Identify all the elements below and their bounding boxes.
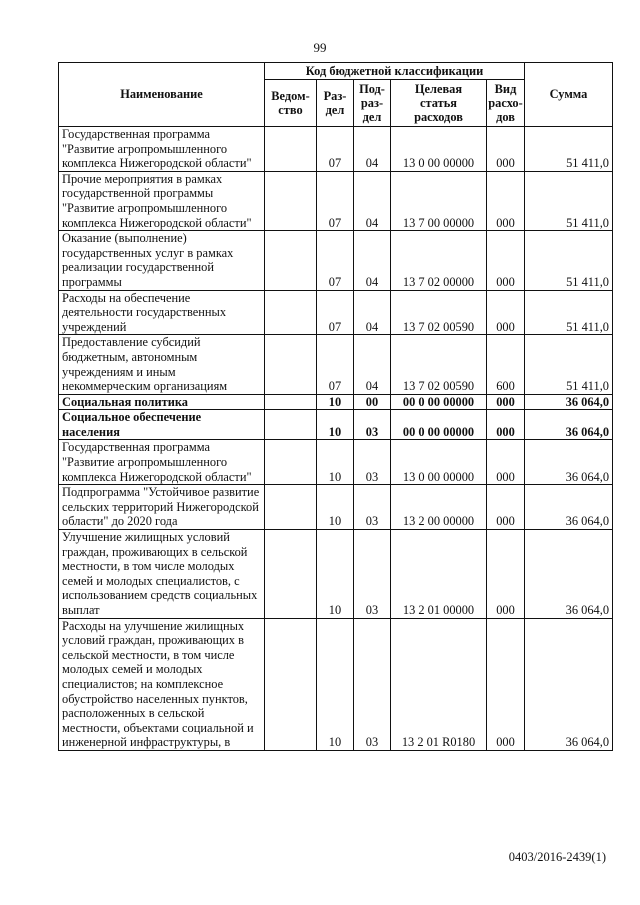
- table-header: [59, 63, 613, 127]
- table-row: [59, 394, 613, 410]
- table-row: [59, 171, 613, 230]
- header-expense-type: Вид расхо- дов: [487, 80, 525, 127]
- row-expense-type: 000: [487, 171, 525, 230]
- row-podrazdel: 03: [354, 530, 391, 619]
- row-razdel: 10: [317, 440, 354, 485]
- row-sum: 36 064,0: [525, 530, 613, 619]
- table-row: [59, 440, 613, 485]
- row-name: Социальная политика: [59, 394, 265, 410]
- row-name: Расходы на улучшение жилищных условий граждан, проживающих в сельской местности, в том числе молодых семей и молодых специалистов; на комплексное обустройство населенных пунктов, расположенных в сельской местности, объектами социальной и инженерной инфраструктуры, в: [59, 618, 265, 750]
- row-razdel: 10: [317, 394, 354, 410]
- row-sum: 51 411,0: [525, 335, 613, 394]
- row-expense-type: 000: [487, 485, 525, 530]
- row-podrazdel: 03: [354, 410, 391, 440]
- header-sum: Сумма: [525, 63, 613, 127]
- row-expense-type: 000: [487, 440, 525, 485]
- row-name: Государственная программа "Развитие агропромышленного комплекса Нижегородской области": [59, 440, 265, 485]
- row-vedomstvo: [265, 440, 317, 485]
- row-expense-type: 000: [487, 394, 525, 410]
- row-razdel: 10: [317, 530, 354, 619]
- row-podrazdel: 03: [354, 485, 391, 530]
- header-podrazdel: Под- раз- дел: [354, 80, 391, 127]
- row-target-article: 13 2 00 00000: [391, 485, 487, 530]
- table-row: [59, 410, 613, 440]
- row-razdel: 07: [317, 127, 354, 172]
- table-row: [59, 231, 613, 290]
- row-vedomstvo: [265, 127, 317, 172]
- row-podrazdel: 04: [354, 335, 391, 394]
- row-vedomstvo: [265, 410, 317, 440]
- row-target-article: 13 2 01 00000: [391, 530, 487, 619]
- row-podrazdel: 04: [354, 171, 391, 230]
- row-target-article: 13 7 02 00590: [391, 335, 487, 394]
- row-sum: 36 064,0: [525, 440, 613, 485]
- row-razdel: 07: [317, 335, 354, 394]
- document-code: 0403/2016-2439(1): [508, 850, 606, 864]
- table-row: [59, 485, 613, 530]
- header-name: Наименование: [59, 63, 265, 127]
- row-name: Расходы на обеспечение деятельности государственных учреждений: [59, 290, 265, 335]
- header-vedomstvo: Ведом- ство: [265, 80, 317, 127]
- row-vedomstvo: [265, 231, 317, 290]
- budget-classification-table: [58, 62, 613, 751]
- row-target-article: 13 7 02 00590: [391, 290, 487, 335]
- row-sum: 36 064,0: [525, 485, 613, 530]
- row-podrazdel: 03: [354, 440, 391, 485]
- row-expense-type: 600: [487, 335, 525, 394]
- page-number: 99: [313, 40, 327, 55]
- row-expense-type: 000: [487, 231, 525, 290]
- row-vedomstvo: [265, 335, 317, 394]
- row-podrazdel: 04: [354, 127, 391, 172]
- row-target-article: 13 0 00 00000: [391, 127, 487, 172]
- row-name: Государственная программа "Развитие агропромышленного комплекса Нижегородской области": [59, 127, 265, 172]
- row-sum: 51 411,0: [525, 290, 613, 335]
- table-row: [59, 290, 613, 335]
- row-target-article: 13 0 00 00000: [391, 440, 487, 485]
- header-target-article: Целевая статья расходов: [391, 80, 487, 127]
- row-sum: 36 064,0: [525, 410, 613, 440]
- row-razdel: 07: [317, 231, 354, 290]
- row-vedomstvo: [265, 290, 317, 335]
- row-name: Улучшение жилищных условий граждан, проживающих в сельской местности, в том числе молодых семей и молодых специалистов, с использованием средств социальных выплат: [59, 530, 265, 619]
- row-razdel: 10: [317, 618, 354, 750]
- row-expense-type: 000: [487, 127, 525, 172]
- row-podrazdel: 00: [354, 394, 391, 410]
- table-row: [59, 530, 613, 619]
- table-row: [59, 335, 613, 394]
- row-sum: 51 411,0: [525, 127, 613, 172]
- row-vedomstvo: [265, 171, 317, 230]
- row-sum: 51 411,0: [525, 231, 613, 290]
- row-name: Социальное обеспечение населения: [59, 410, 265, 440]
- row-name: Оказание (выполнение) государственных услуг в рамках реализации государственной программы: [59, 231, 265, 290]
- table-row: [59, 127, 613, 172]
- row-vedomstvo: [265, 485, 317, 530]
- row-target-article: 00 0 00 00000: [391, 394, 487, 410]
- row-expense-type: 000: [487, 530, 525, 619]
- header-code-group: Код бюджетной классификации: [265, 63, 525, 80]
- row-target-article: 13 7 00 00000: [391, 171, 487, 230]
- row-vedomstvo: [265, 530, 317, 619]
- row-target-article: 13 7 02 00000: [391, 231, 487, 290]
- table-body: [59, 127, 613, 751]
- row-expense-type: 000: [487, 618, 525, 750]
- header-razdel: Раз- дел: [317, 80, 354, 127]
- row-target-article: 13 2 01 R0180: [391, 618, 487, 750]
- row-podrazdel: 04: [354, 231, 391, 290]
- row-name: Прочие мероприятия в рамках государственной программы "Развитие агропромышленного комплекса Нижегородской области": [59, 171, 265, 230]
- row-razdel: 10: [317, 410, 354, 440]
- table-row: [59, 618, 613, 750]
- row-vedomstvo: [265, 394, 317, 410]
- row-name: Подпрограмма "Устойчивое развитие сельских территорий Нижегородской области" до 2020 года: [59, 485, 265, 530]
- row-sum: 36 064,0: [525, 394, 613, 410]
- row-razdel: 10: [317, 485, 354, 530]
- row-podrazdel: 04: [354, 290, 391, 335]
- row-expense-type: 000: [487, 290, 525, 335]
- row-vedomstvo: [265, 618, 317, 750]
- row-razdel: 07: [317, 290, 354, 335]
- row-target-article: 00 0 00 00000: [391, 410, 487, 440]
- row-expense-type: 000: [487, 410, 525, 440]
- row-podrazdel: 03: [354, 618, 391, 750]
- row-sum: 36 064,0: [525, 618, 613, 750]
- row-sum: 51 411,0: [525, 171, 613, 230]
- row-razdel: 07: [317, 171, 354, 230]
- row-name: Предоставление субсидий бюджетным, автономным учреждениям и иным некоммерческим организациям: [59, 335, 265, 394]
